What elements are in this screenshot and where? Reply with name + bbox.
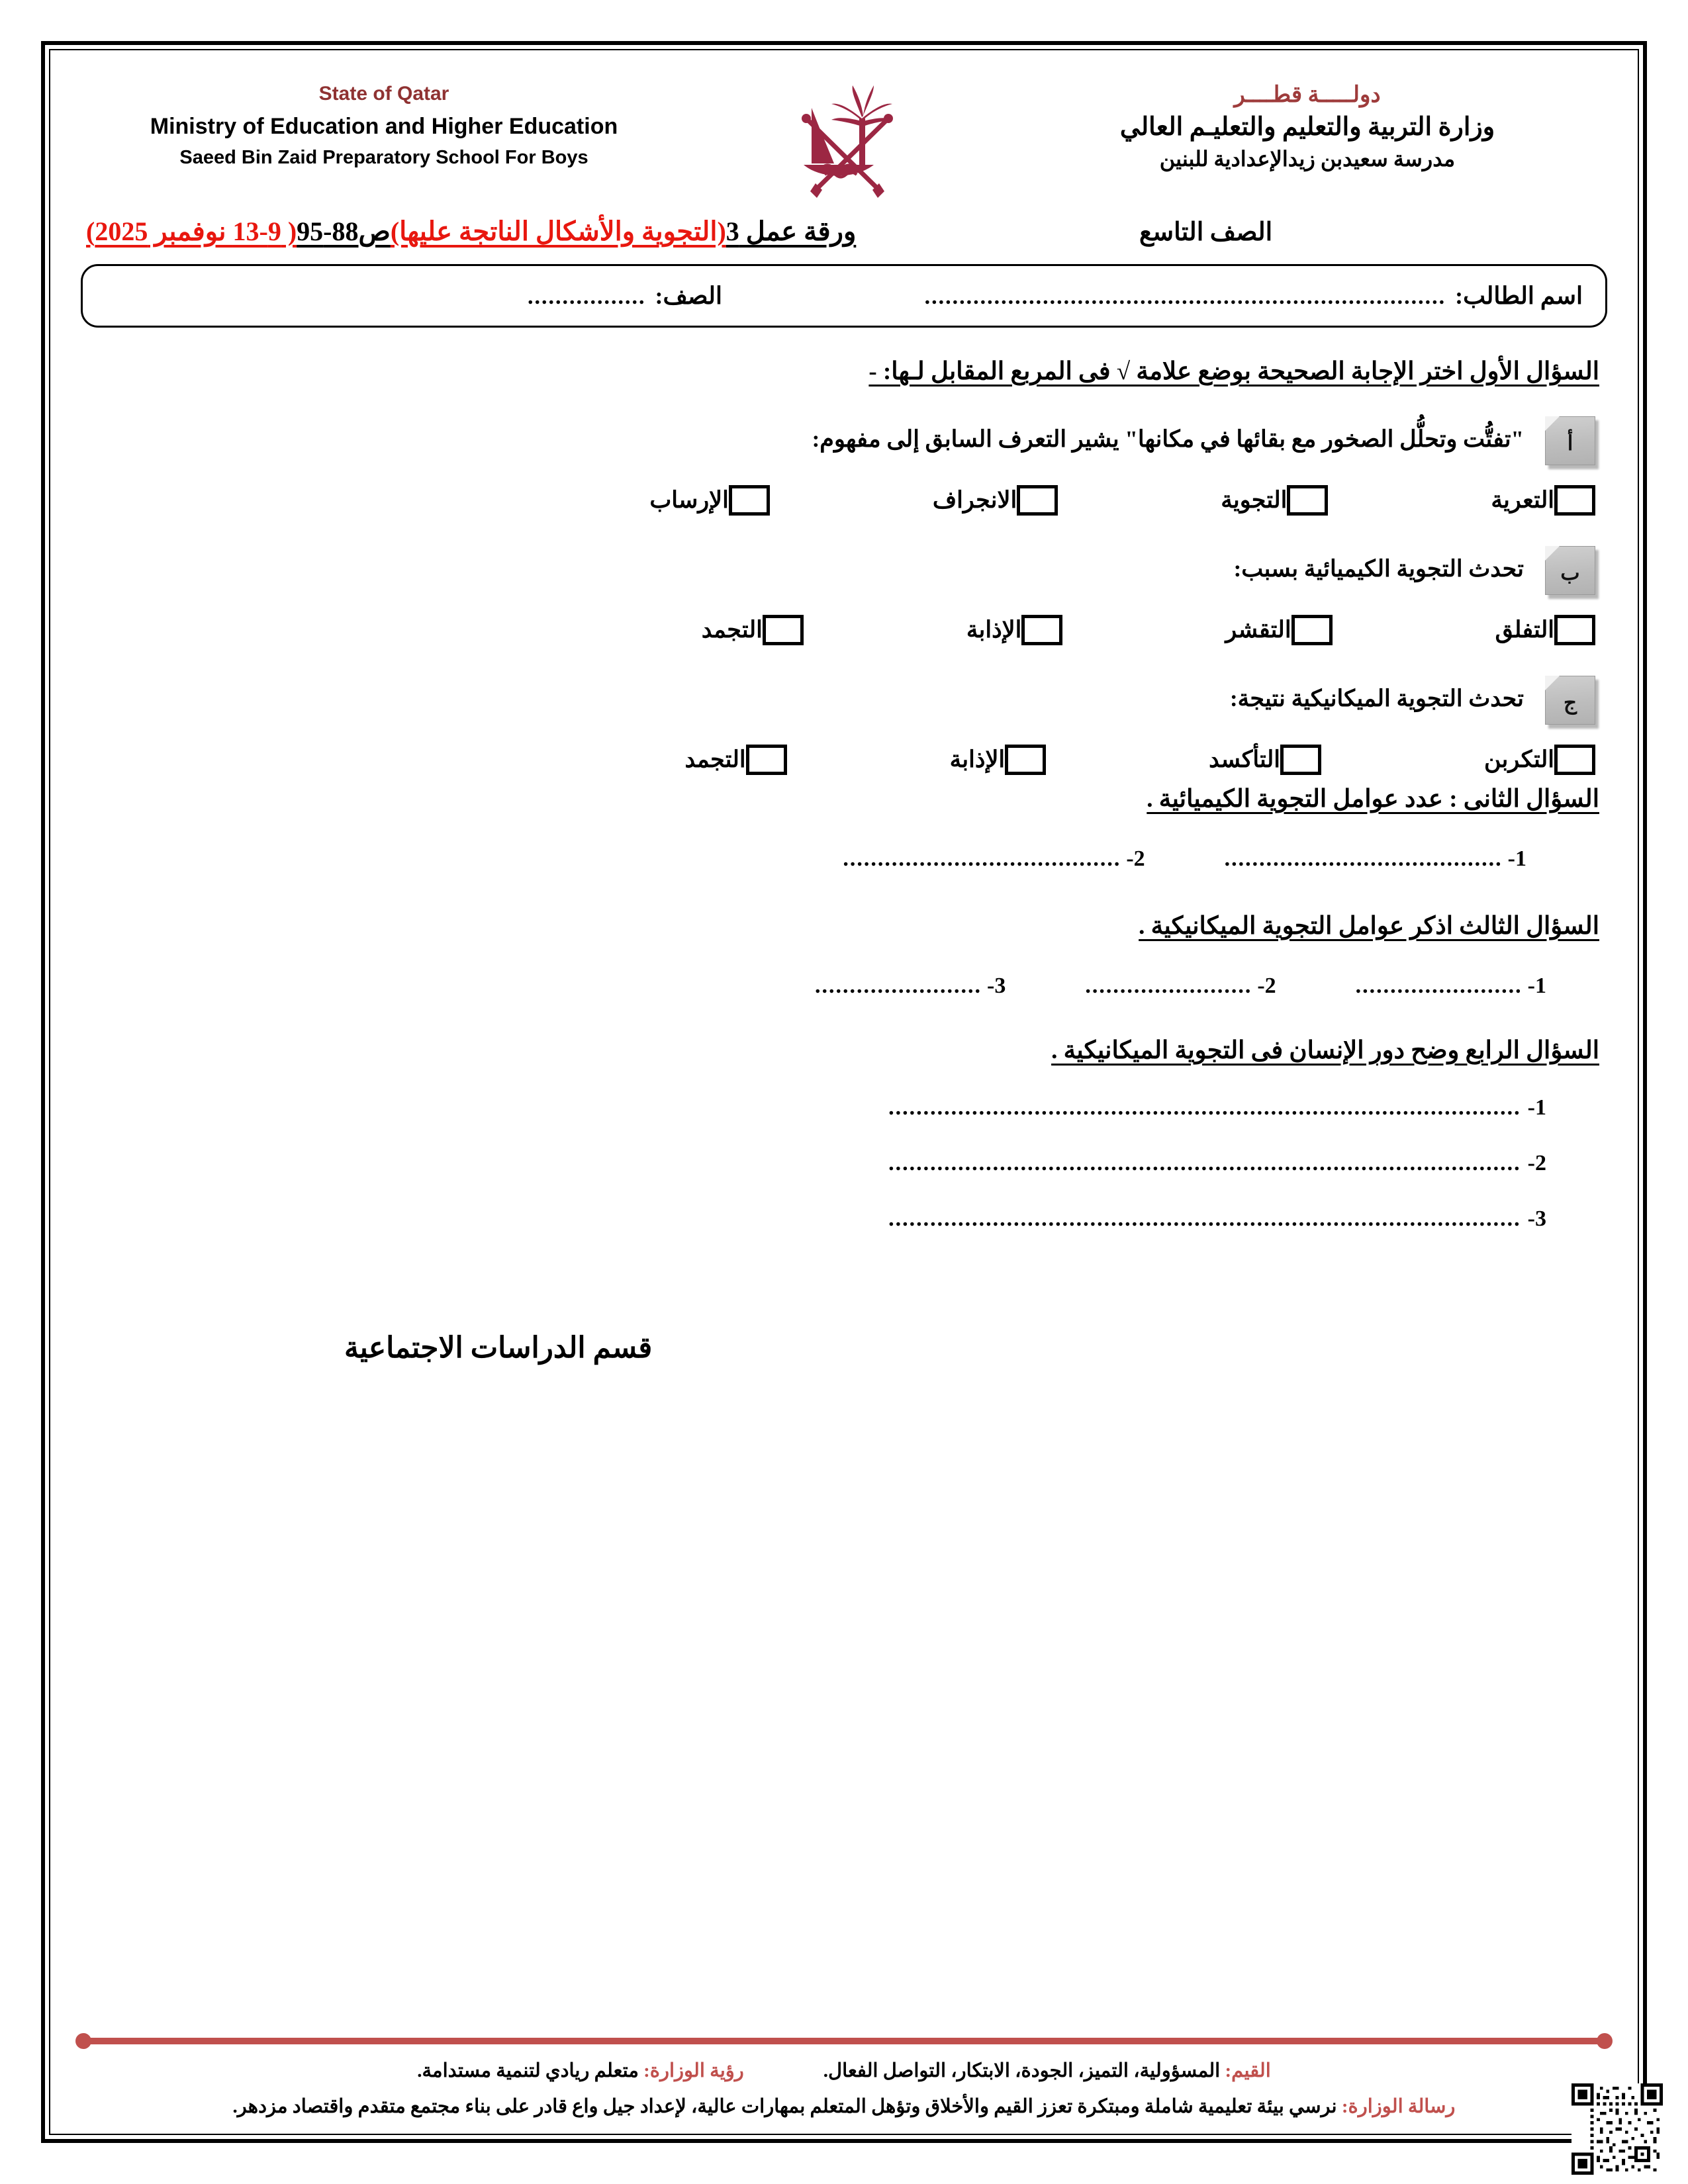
blank-number: 3-: [987, 974, 1006, 998]
option-choice[interactable]: [639, 485, 770, 516]
blank-number: 2-: [1257, 974, 1276, 998]
student-class-label: الصف:: [655, 283, 722, 309]
blank-number: 1-: [1527, 1095, 1546, 1120]
checkbox[interactable]: [1021, 615, 1062, 645]
option-choice[interactable]: [691, 615, 804, 645]
answer-blank[interactable]: [1356, 974, 1546, 999]
blank-number: 1-: [1527, 974, 1546, 998]
tab-marker-icon: [1541, 541, 1599, 598]
mission-label: رسالة الوزارة:: [1341, 2095, 1456, 2117]
question-3-answer-row: [89, 974, 1599, 999]
part-a-letter: أ: [1567, 432, 1573, 455]
answer-blank[interactable]: [89, 1095, 1560, 1120]
vision-label: رؤية الوزارة:: [643, 2060, 744, 2081]
header-arabic-block: [1033, 75, 1582, 171]
option-label: التقشر: [1225, 617, 1291, 643]
title-topic: (التجوية والأشكال الناتجة عليها): [390, 216, 726, 246]
option-choice[interactable]: [674, 745, 786, 775]
option-choice[interactable]: [1210, 485, 1328, 516]
blank-dots: ........................: [815, 974, 982, 998]
question-2-block: [66, 784, 1622, 872]
worksheet-title-row: [66, 205, 1622, 247]
checkbox[interactable]: [1291, 615, 1333, 645]
part-c-letter: ج: [1564, 691, 1577, 714]
answer-blank[interactable]: [843, 846, 1145, 872]
question-3-block: [66, 911, 1622, 999]
question-1-part-b-row: [89, 541, 1599, 598]
footer-values: [823, 2059, 1271, 2082]
option-label: التجمد: [701, 617, 763, 643]
checkbox[interactable]: [1005, 745, 1046, 775]
tab-marker-icon: [1541, 670, 1599, 727]
blank-number: 3-: [1527, 1206, 1546, 1231]
question-1-part-a-row: [89, 411, 1599, 468]
header-english-block: [106, 75, 662, 169]
values-label: القيم:: [1225, 2060, 1271, 2081]
qr-code: [1571, 2083, 1663, 2175]
header-country-en: State of Qatar: [318, 83, 449, 105]
values-text: المسؤولية، التميز، الجودة، الابتكار، التواصل الفعال.: [823, 2060, 1221, 2081]
footer-divider: [79, 2038, 1609, 2044]
blank-number: 1-: [1507, 846, 1526, 871]
student-name-label: اسم الطالب:: [1455, 283, 1583, 309]
blank-dots: ........................................: [843, 846, 1121, 871]
question-3-heading: السؤال الثالث اذكر عوامل التجوية الميكانيكية .: [1139, 913, 1599, 940]
student-class-blank: .................: [528, 285, 646, 309]
option-label: التفلق: [1495, 617, 1554, 643]
checkbox[interactable]: [1280, 745, 1321, 775]
student-name-blank: ...........................................................................: [924, 285, 1446, 309]
student-name-field[interactable]: [722, 282, 1583, 310]
option-label: التجمد: [684, 747, 746, 772]
question-1-block: [66, 357, 1622, 775]
option-label: التعرية: [1491, 487, 1554, 513]
header-ministry-ar: وزارة التربية والتعليم والتعليـم العالي: [1119, 113, 1495, 141]
question-1-part-c-text: تحدث التجوية الميكانيكية نتيجة:: [1229, 686, 1524, 711]
tab-marker-icon: [1541, 411, 1599, 468]
header-school-en: Saeed Bin Zaid Preparatory School For Boys: [179, 147, 588, 169]
vision-text: متعلم ريادي لتنمية مستدامة.: [417, 2060, 639, 2081]
grade-label: الصف التاسع: [1139, 218, 1273, 246]
checkbox[interactable]: [1554, 615, 1595, 645]
blank-number: 2-: [1527, 1151, 1546, 1175]
header-country-ar: دولـــــة قطــــر: [1234, 83, 1381, 107]
option-choice[interactable]: [1474, 745, 1595, 775]
answer-blank[interactable]: [1085, 974, 1276, 999]
document-header: [66, 63, 1622, 205]
blank-dots: ...........................................................................................: [888, 1206, 1521, 1231]
blank-dots: ...........................................................................................: [888, 1095, 1521, 1120]
option-choice[interactable]: [939, 745, 1047, 775]
footer-vision-values-row: [66, 2059, 1622, 2082]
mission-text: نرسي بيئة تعليمية شاملة ومبتكرة تعزز القيم والأخلاق وتؤهل المتعلم بمهارات عالية، لإعداد جيل واع قادر على بناء مجتمع متقدم واقتصاد مزدهر.: [232, 2095, 1337, 2117]
header-ministry-en: Ministry of Education and Higher Education: [150, 114, 618, 139]
question-1-part-c-options: [89, 745, 1599, 775]
question-1-part-b-text: تحدث التجوية الكيميائية بسبب:: [1233, 556, 1524, 582]
document-content: [66, 63, 1622, 2121]
document-footer: [66, 2038, 1622, 2122]
question-1-part-b-options: [89, 615, 1599, 645]
question-2-heading: السؤال الثانى : عدد عوامل التجوية الكيميائية .: [1147, 786, 1599, 813]
header-school-ar: مدرسة سعيدبن زيدالإعدادية للبنين: [1159, 147, 1456, 171]
title-date: ( 9-13 نوفمبر 2025): [86, 216, 297, 246]
checkbox[interactable]: [1287, 485, 1328, 516]
answer-blank[interactable]: [89, 1206, 1560, 1232]
option-choice[interactable]: [922, 485, 1058, 516]
option-label: الإذابة: [949, 747, 1006, 772]
option-label: التكربن: [1484, 747, 1554, 772]
part-b-letter: ب: [1560, 561, 1580, 584]
question-1-part-a-options: [89, 485, 1599, 516]
blank-number: 2-: [1126, 846, 1145, 871]
title-prefix: ورقة عمل 3: [726, 216, 857, 246]
worksheet-title: [86, 216, 869, 247]
checkbox[interactable]: [763, 615, 804, 645]
blank-dots: ........................: [1085, 974, 1252, 998]
question-4-heading: السؤال الرابع وضح دور الإنسان فى التجوية الميكانيكية .: [1051, 1037, 1599, 1064]
question-2-answer-row: [89, 846, 1599, 872]
question-1-part-a-text: "تفتُّت وتحلُّل الصخور مع بقائها في مكانها" يشير التعرف السابق إلى مفهوم:: [812, 426, 1524, 452]
question-1-heading: السؤال الأول اختر الإجابة الصحيحة بوضع علامة √ فى المربع المقابل لـها: -: [868, 358, 1599, 385]
checkbox[interactable]: [1017, 485, 1058, 516]
option-choice[interactable]: [1215, 615, 1332, 645]
blank-dots: ........................: [1355, 974, 1523, 998]
student-class-field[interactable]: [105, 282, 722, 310]
blank-dots: ........................................: [1224, 846, 1503, 871]
checkbox[interactable]: [1554, 485, 1595, 516]
title-pages: ص88-95: [297, 216, 391, 246]
footer-mission-row: [66, 2093, 1622, 2122]
option-choice[interactable]: [1198, 745, 1321, 775]
option-label: الإرساب: [649, 487, 729, 513]
department-label: قسم الدراسات الاجتماعية: [344, 1332, 653, 1364]
option-label: الانجراف: [932, 487, 1017, 513]
answer-blank[interactable]: [815, 974, 1006, 999]
blank-dots: ...........................................................................................: [888, 1151, 1521, 1175]
checkbox[interactable]: [729, 485, 770, 516]
answer-blank[interactable]: [1225, 846, 1526, 872]
option-label: الإذابة: [966, 617, 1022, 643]
option-label: التجوية: [1221, 487, 1288, 513]
option-label: التأكسد: [1209, 747, 1281, 772]
question-1-part-c-row: [89, 670, 1599, 727]
option-choice[interactable]: [1485, 615, 1595, 645]
option-choice[interactable]: [1480, 485, 1595, 516]
question-4-block: [66, 1036, 1622, 1232]
question-4-answer-lines: [89, 1095, 1599, 1232]
checkbox[interactable]: [1554, 745, 1595, 775]
answer-blank[interactable]: [89, 1151, 1560, 1176]
checkbox[interactable]: [746, 745, 787, 775]
option-choice[interactable]: [956, 615, 1063, 645]
footer-vision: [417, 2059, 744, 2082]
student-info-box: [81, 264, 1607, 328]
qatar-emblem-icon: [778, 75, 917, 206]
